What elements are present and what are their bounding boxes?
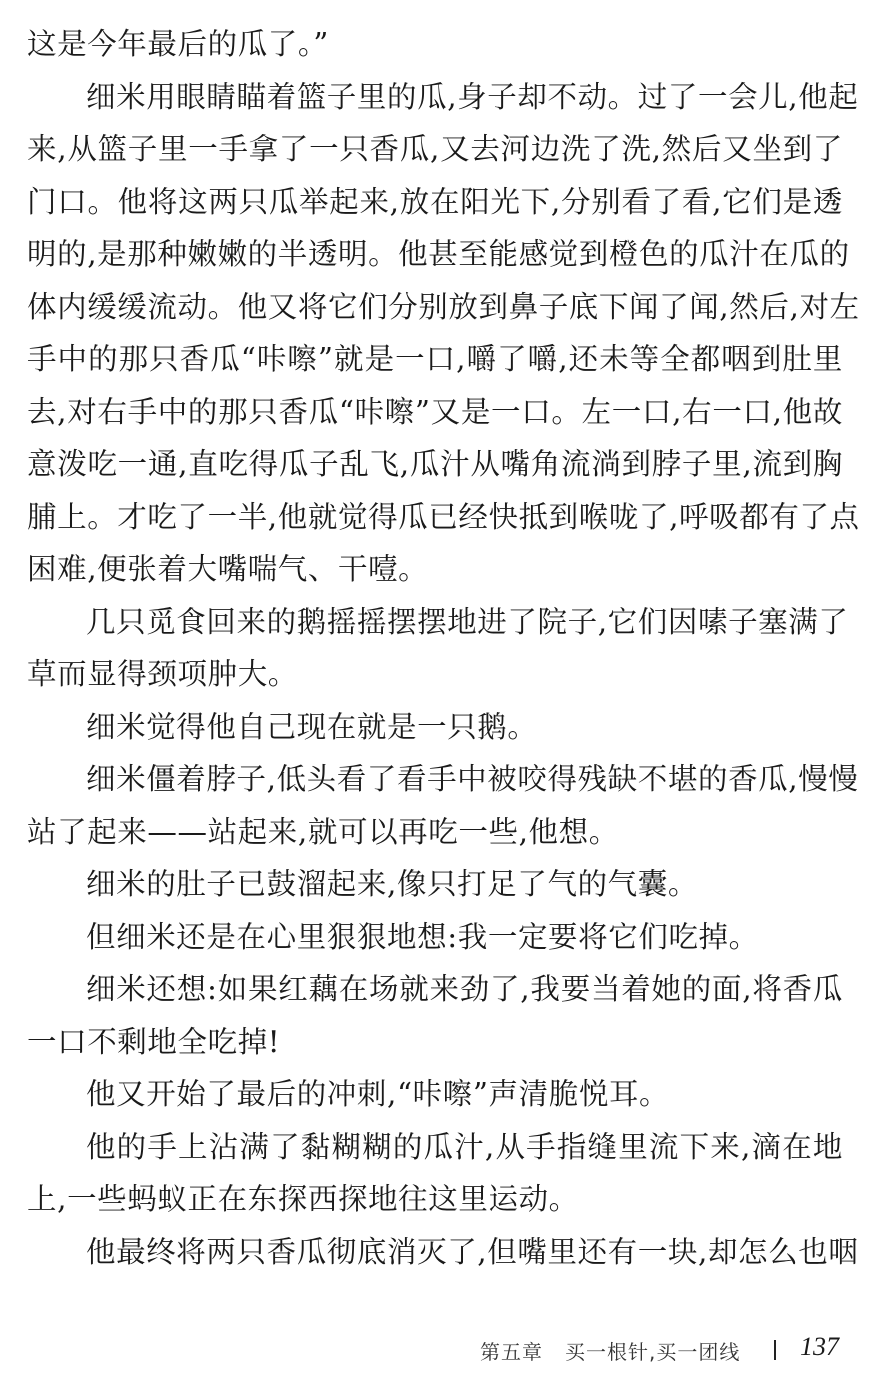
- text-line: 困难,便张着大嘴喘气、干噎。: [27, 552, 429, 586]
- text-line: 但细米还是在心里狠狠地想:我一定要将它们吃掉。: [86, 919, 759, 954]
- page-footer: [0, 1330, 872, 1370]
- text-line: 细米用眼睛瞄着篮子里的瓜,身子却不动。过了一会儿,他起: [86, 79, 859, 114]
- page-body: [27, 18, 860, 1278]
- text-line: 这是今年最后的瓜了。”: [27, 27, 329, 61]
- text-line: 他的手上沾满了黏糊糊的瓜汁,从手指缝里流下来,滴在地: [86, 1129, 843, 1164]
- text-line: 细米觉得他自己现在就是一只鹅。: [86, 709, 538, 744]
- text-line: 门口。他将这两只瓜举起来,放在阳光下,分别看了看,它们是透: [27, 184, 843, 219]
- text-line: 他又开始了最后的冲刺,“咔嚓”声清脆悦耳。: [86, 1077, 670, 1111]
- text-line: 来,从篮子里一手拿了一只香瓜,又去河边洗了洗,然后又坐到了: [27, 132, 843, 166]
- text-line: 草而显得颈项肿大。: [27, 657, 298, 691]
- text-line: 一口不剩地全吃掉!: [27, 1024, 281, 1059]
- footer-separator: [774, 1340, 776, 1360]
- text-line: 意泼吃一通,直吃得瓜子乱飞,瓜汁从嘴角流淌到脖子里,流到胸: [27, 447, 843, 481]
- text-line: 手中的那只香瓜“咔嚓”就是一口,嚼了嚼,还未等全都咽到肚里: [27, 342, 843, 376]
- text-line: 上,一些蚂蚁正在东探西探地往这里运动。: [27, 1182, 579, 1216]
- text-line: 细米还想:如果红藕在场就来劲了,我要当着她的面,将香瓜: [86, 972, 843, 1006]
- text-line: 几只觅食回来的鹅摇摇摆摆地进了院子,它们因嗉子塞满了: [86, 604, 849, 639]
- chapter-label: 第五章: [480, 1340, 543, 1364]
- text-line: 他最终将两只香瓜彻底消灭了,但嘴里还有一块,却怎么也咽: [86, 1234, 859, 1269]
- text-line: 站了起来——站起来,就可以再吃一些,他想。: [27, 814, 619, 849]
- text-line: 去,对右手中的那只香瓜“咔嚓”又是一口。左一口,右一口,他故: [27, 394, 843, 429]
- running-footer: [480, 1336, 740, 1365]
- text-line: 体内缓缓流动。他又将它们分别放到鼻子底下闻了闻,然后,对左: [27, 289, 860, 324]
- text-line: 细米的肚子已鼓溜起来,像只打足了气的气囊。: [86, 867, 698, 901]
- chapter-title: 买一根针,买一团线: [565, 1340, 741, 1364]
- page-number: 137: [800, 1332, 839, 1361]
- text-line: 明的,是那种嫩嫩的半透明。他甚至能感觉到橙色的瓜汁在瓜的: [27, 237, 850, 271]
- text-line: 细米僵着脖子,低头看了看手中被咬得残缺不堪的香瓜,慢慢: [86, 762, 859, 796]
- text-line: 脯上。才吃了一半,他就觉得瓜已经快抵到喉咙了,呼吸都有了点: [27, 499, 860, 534]
